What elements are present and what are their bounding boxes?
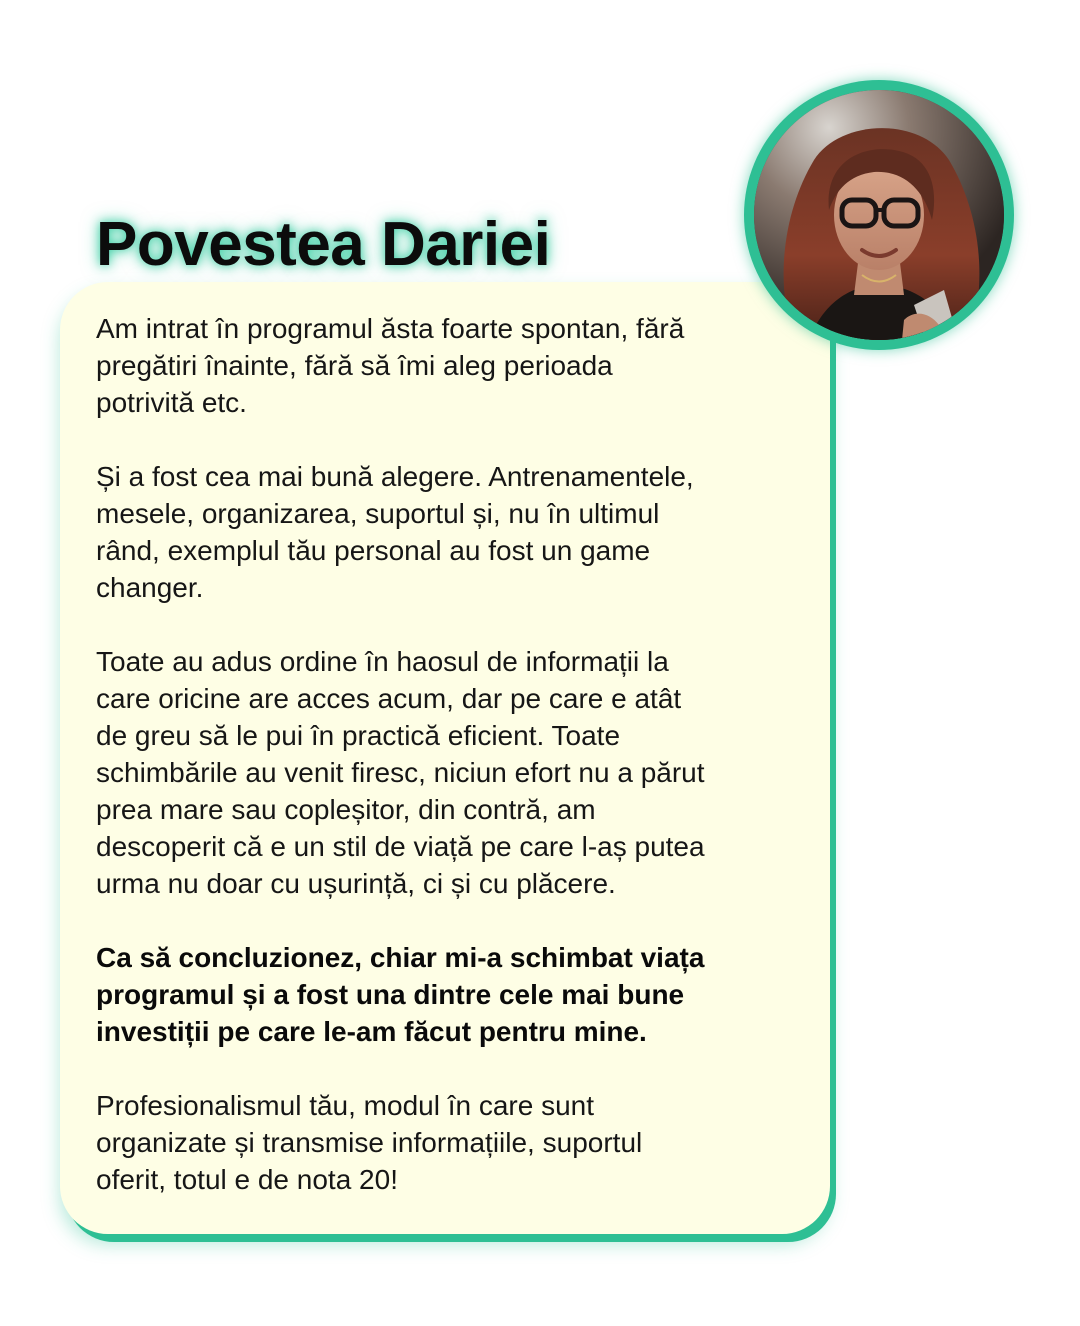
testimonial-text [96, 310, 796, 1198]
avatar-frame [744, 80, 1014, 350]
testimonial-card [60, 282, 830, 1234]
page-title: Povestea Dariei [96, 210, 551, 279]
portrait-photo-icon [754, 90, 1004, 340]
testimonial-paragraph-1: Am intrat în programul ăsta foarte spontan, fără pregătiri înainte, fără să îmi aleg perioada potrivită etc. [96, 313, 685, 418]
testimonial-paragraph-5: Profesionalismul tău, modul în care sunt organizate și transmise informațiile, suportul oferit, totul e de nota 20! [96, 1090, 643, 1195]
testimonial-paragraph-2: Și a fost cea mai bună alegere. Antrenamentele, mesele, organizarea, suportul și, nu în ultimul rând, exemplul tău personal au fost un game changer. [96, 461, 694, 603]
avatar [754, 90, 1004, 340]
testimonial-conclusion: Ca să concluzionez, chiar mi-a schimbat viața programul și a fost una dintre cele mai bune investiții pe care le-am făcut pentru mine. [96, 942, 705, 1047]
testimonial-paragraph-3: Toate au adus ordine în haosul de informații la care oricine are acces acum, dar pe care e atât de greu să le pui în practică eficient. Toate schimbările au venit firesc, niciun efort nu a părut prea mare sau copleșitor, din contră, am descoperit că e un stil de viață pe care l-aș putea urma nu doar cu ușurință, ci și cu plăcere. [96, 646, 705, 899]
